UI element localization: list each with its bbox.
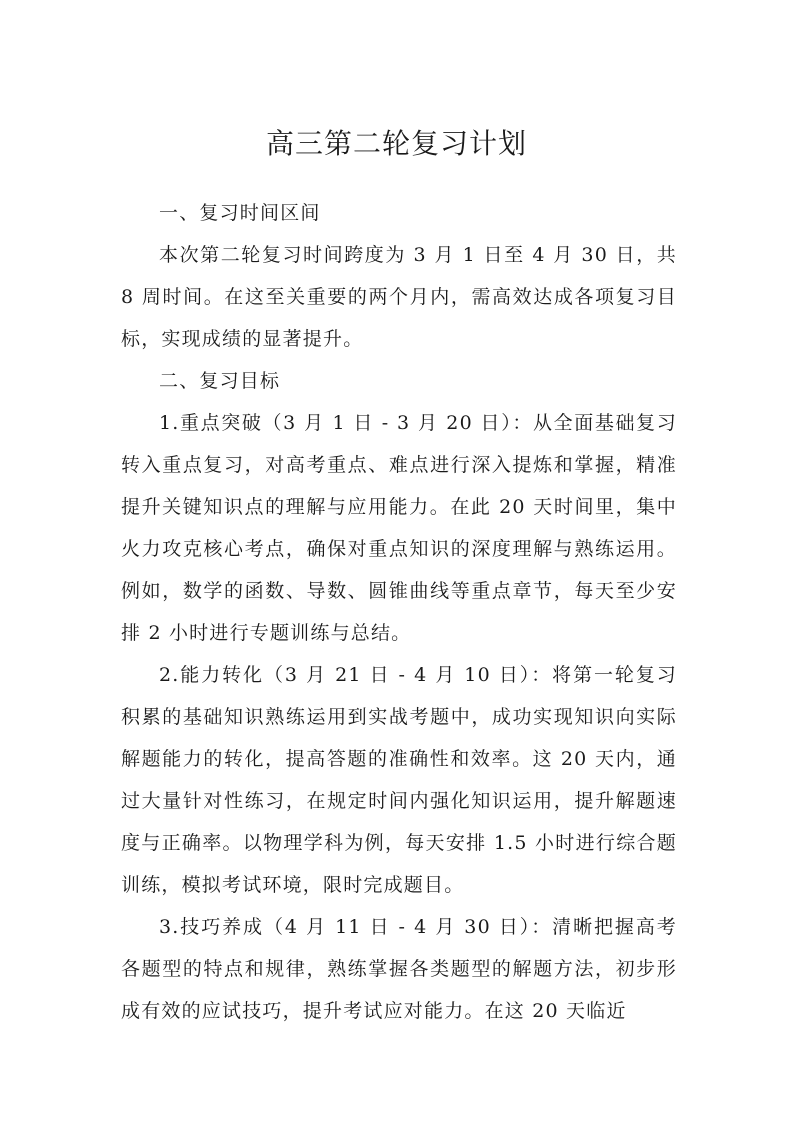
section-heading-review-goals: 二、复习目标 xyxy=(159,370,281,392)
section-heading-review-period: 一、复习时间区间 xyxy=(159,202,321,224)
document-title: 高三第二轮复习计划 xyxy=(265,127,527,160)
paragraph-goal-skill-building: 3.技巧养成（4 月 11 日 - 4 月 30 日）：清晰把握高考各题型的特点和规律，熟练掌握各类题型的解题方法，初步形成有效的应试技巧，提升考试应对能力。在这 20 天临近 xyxy=(121,916,677,1022)
paragraph-review-period: 本次第二轮复习时间跨度为 3 月 1 日至 4 月 30 日，共 8 周时间。在这至关重要的两个月内，需高效达成各项复习目标，实现成绩的显著提升。 xyxy=(121,244,677,350)
document-body xyxy=(121,192,677,1032)
paragraph-goal-ability-transfer: 2.能力转化（3 月 21 日 - 4 月 10 日）：将第一轮复习积累的基础知识熟练运用到实战考题中，成功实现知识向实际解题能力的转化，提高答题的准确性和效率。这 20 天内，通过大量针对性练习，在规定时间内强化知识运用，提升解题速度与正确率。以物理学科为例，每天安排 1.5 小时进行综合题训练，模拟考试环境，限时完成题目。 xyxy=(121,664,677,896)
paragraph-goal-key-breakthrough: 1.重点突破（3 月 1 日 - 3 月 20 日）：从全面基础复习转入重点复习，对高考重点、难点进行深入提炼和掌握，精准提升关键知识点的理解与应用能力。在此 20 天时间里，集中火力攻克核心考点，确保对重点知识的深度理解与熟练运用。例如，数学的函数、导数、圆锥曲线等重点章节，每天至少安排 2 小时进行专题训练与总结。 xyxy=(121,412,677,644)
